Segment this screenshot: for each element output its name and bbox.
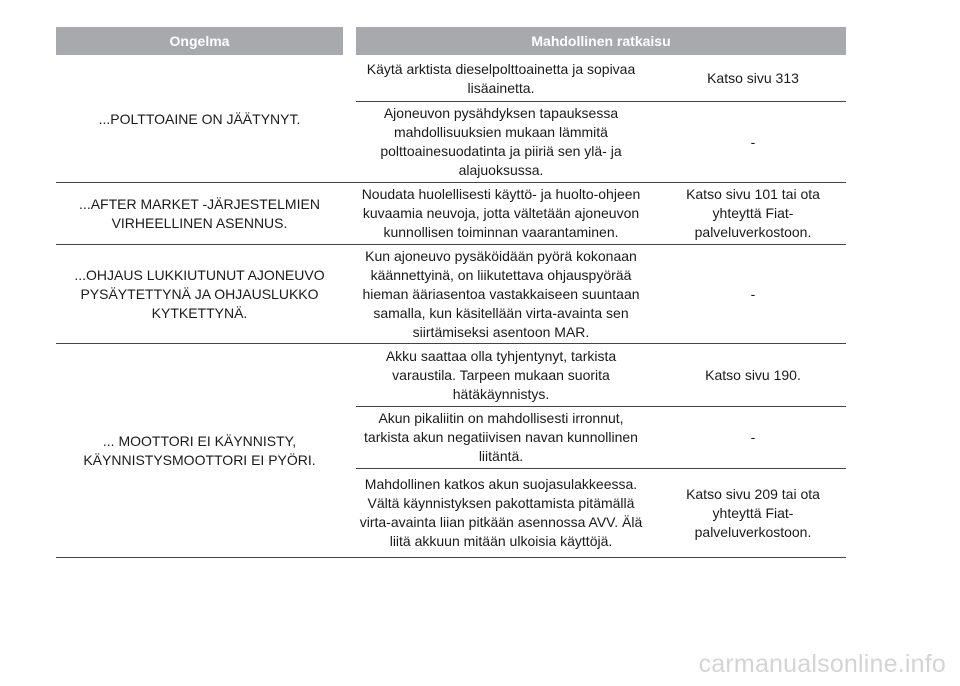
solution-cell: Noudata huolellisesti käyttö- ja huolto-ohjeen kuvaamia neuvoja, jotta vältetään ajoneuvon kunnollisen toiminnan vaarantaminen. [361, 186, 641, 240]
solution-cell: Akun pikaliitin on mahdollisesti irronnut, tarkista akun negatiivisen navan kunnollinen liitäntä. [364, 410, 638, 464]
table-bottom-border [56, 557, 846, 558]
reference-cell: Katso sivu 313 [707, 70, 799, 86]
problem-cell: ...POLTTOAINE ON JÄÄTYNYT. [98, 110, 301, 127]
solution-cell: Kun ajoneuvo pysäköidään pyörä kokonaan käännettyinä, on liikutettava ohjauspyörää hieman ääriasentoa vastakkaiseen suuntaan samalla, kun käsitellään virta-avainta sen siirtämiseksi asentoon MAR. [362, 247, 640, 340]
reference-cell: - [750, 285, 756, 302]
header-solution: Mahdollinen ratkaisu [356, 27, 846, 55]
watermark: carmanualsonline.info [698, 650, 946, 678]
header-problem: Ongelma [56, 27, 343, 55]
problem-cell: ...OHJAUS LUKKIUTUNUT AJONEUVO PYSÄYTETTYNÄ JA OHJAUSLUKKO KYTKETTYNÄ. [74, 266, 325, 321]
solution-cell: Ajoneuvon pysähdyksen tapauksessa mahdollisuuksien mukaan lämmitä polttoainesuodatinta ja piiriä sen ylä- ja alajuoksussa. [380, 105, 622, 178]
problem-cell: ... MOOTTORI EI KÄYNNISTY, KÄYNNISTYSMOOTTORI EI PYÖRI. [83, 432, 316, 468]
solution-cell: Käytä arktista dieselpolttoainetta ja sopivaa lisäainetta. [366, 60, 636, 96]
reference-cell: Katso sivu 190. [705, 366, 801, 383]
problem-cell: ...AFTER MARKET -JÄRJESTELMIEN VIRHEELLINEN ASENNUS. [79, 195, 320, 231]
reference-cell: Katso sivu 209 tai ota yhteyttä Fiat- palveluverkostoon. [686, 485, 820, 540]
reference-cell: - [750, 429, 756, 445]
reference-cell: - [750, 133, 756, 150]
solution-cell: Akku saattaa olla tyhjentynyt, tarkista varaustila. Tarpeen mukaan suorita hätäkäynnistys. [385, 347, 617, 402]
reference-cell: Katso sivu 101 tai ota yhteyttä Fiat- palveluverkostoon. [686, 186, 820, 240]
solution-cell: Mahdollinen katkos akun suojasulakkeessa. Vältä käynnistyksen pakottamista pitämällä virta-avainta liian pitkään asennossa AVV. Älä liitä akkuun mitään ulkoisia käyttöjä. [359, 476, 643, 549]
